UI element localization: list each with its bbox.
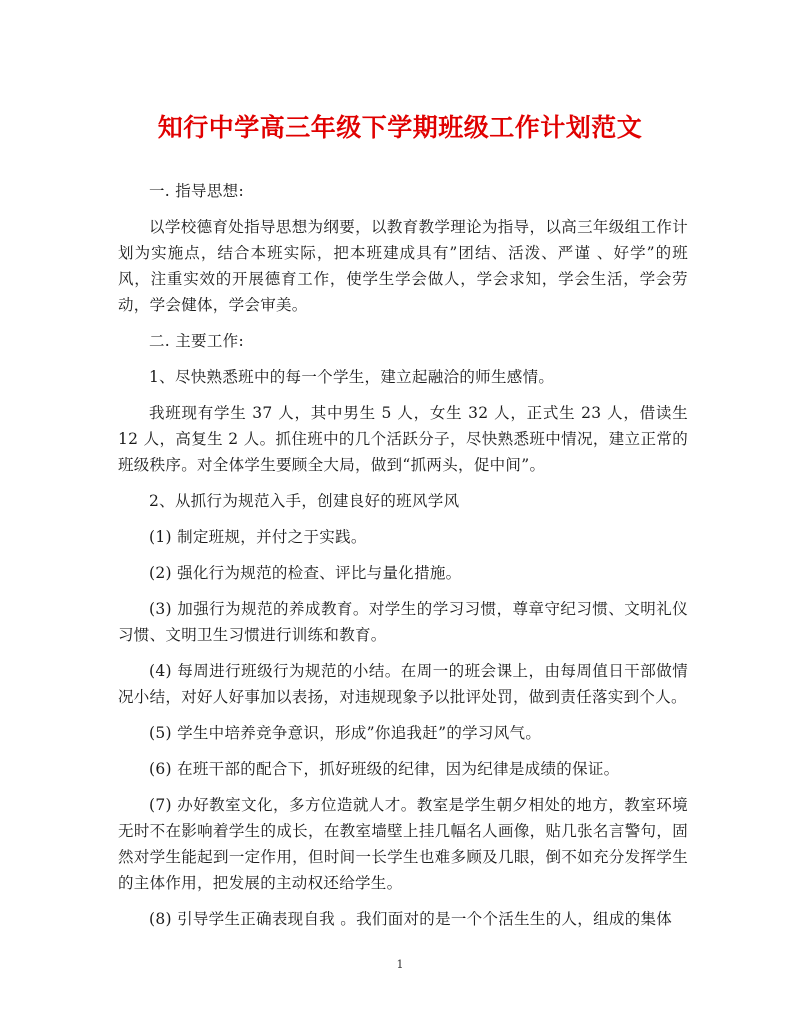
sub-item-6: (6) 在班干部的配合下，抓好班级的纪律，因为纪律是成绩的保证。 (149, 760, 620, 778)
sub-item-8: (8) 引导学生正确表现自我 。我们面对的是一个个活生生的人，组成的集体 (149, 910, 673, 928)
page-number: 1 (396, 958, 404, 971)
list-item-2: 2、从抓行为规范入手，创建良好的班风学风 (149, 492, 460, 510)
document-body (118, 178, 688, 942)
sub-item-7: (7) 办好教室文化，多方位造就人才。教室是学生朝夕相处的地方，教室环境无时不在影响着学生的成长，在教室墙壁上挂几幅名人画像，贴几张名言警句，固然对学生能起到一定作用，但时间一长学生也难多顾及几眼，倒不如充分发挥学生的主体作用，把发展的主动权还给学生。 (118, 796, 688, 892)
paragraph-guiding-ideology: 以学校德育处指导思想为纲要，以教育教学理论为指导，以高三年级组工作计划为实施点，结合本班实际，把本班建成具有”团结、活泼、严谨 、好学”的班风，注重实效的开展德育工作，使学生学会做人，学会求知，学会生活，学会劳动，学会健体，学会审美。 (118, 218, 688, 314)
section-heading-main-work: 二. 主要工作: (149, 332, 244, 350)
list-item-1: 1、尽快熟悉班中的每一个学生，建立起融洽的师生感情。 (149, 368, 555, 386)
sub-item-5: (5) 学生中培养竞争意识，形成”你追我赶”的学习风气。 (149, 724, 542, 742)
paragraph-class-overview: 我班现有学生 37 人，其中男生 5 人，女生 32 人，正式生 23 人，借读生 12 人，高复生 2 人。抓住班中的几个活跃分子，尽快熟悉班中情况，建立正常的班级秩序。对全体学生要顾全大局，做到“抓两头，促中间”。 (118, 404, 688, 474)
sub-item-3: (3) 加强行为规范的养成教育。对学生的学习习惯，尊章守纪习惯、文明礼仪习惯、文明卫生习惯进行训练和教育。 (118, 600, 688, 644)
sub-item-4: (4) 每周进行班级行为规范的小结。在周一的班会课上，由每周值日干部做情况小结，对好人好事加以表扬，对违规现象予以批评处罚，做到责任落实到个人。 (118, 662, 688, 706)
sub-item-2: (2) 强化行为规范的检查、评比与量化措施。 (149, 564, 462, 582)
section-heading-guiding-ideology: 一. 指导思想: (149, 182, 244, 200)
document-title: 知行中学高三年级下学期班级工作计划范文 (157, 113, 643, 142)
sub-item-1: (1) 制定班规，并付之于实践。 (149, 528, 367, 546)
